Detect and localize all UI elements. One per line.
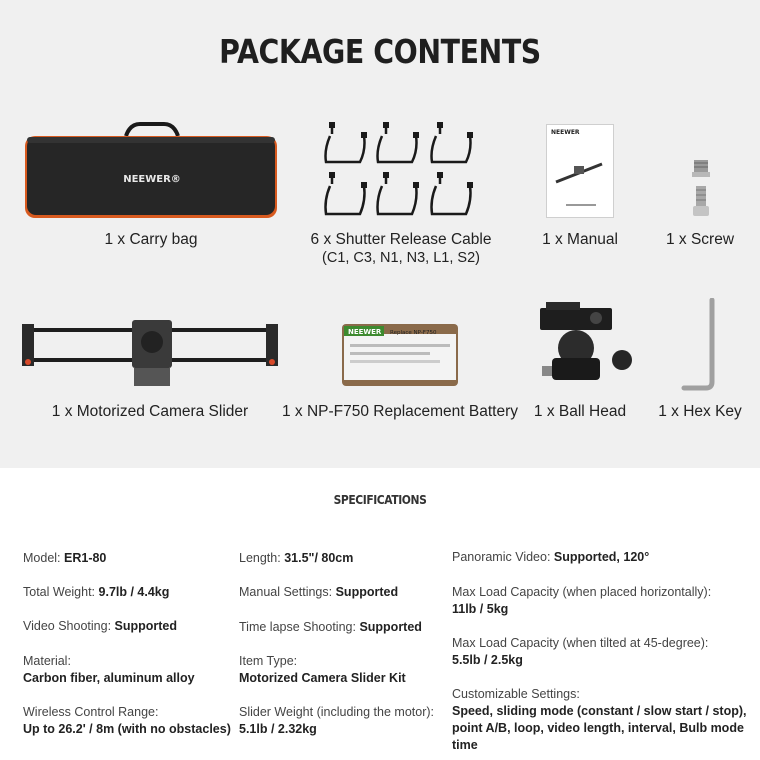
spec-model: Model: ER1-80: [23, 551, 107, 565]
spec-length: Length: 31.5"/ 80cm: [239, 551, 354, 565]
manual-caption: 1 x Manual: [542, 231, 618, 248]
battery-brand: NEEWER: [348, 328, 382, 336]
screw-caption: 1 x Screw: [665, 231, 735, 248]
carry-bag-caption: 1 x Carry bag: [104, 231, 198, 248]
manual-image: [546, 124, 614, 218]
battery-model: Replace NP-F750: [390, 330, 437, 336]
shutter-cables-image: [320, 120, 482, 222]
spec-panoramic-video: Panoramic Video: Supported, 120°: [452, 550, 650, 564]
package-contents-title: PACKAGE CONTENTS: [219, 32, 541, 71]
spec-load-horizontal: Max Load Capacity (when placed horizontally): 11lb / 5kg: [452, 585, 712, 616]
shutter-cable-caption-line1: 6 x Shutter Release Cable: [310, 231, 492, 248]
ball-head-caption: 1 x Ball Head: [533, 403, 627, 420]
motorized-slider-caption: 1 x Motorized Camera Slider: [51, 403, 249, 420]
carry-bag-image: [22, 122, 280, 222]
specifications-title: SPECIFICATIONS: [333, 492, 427, 507]
spec-time-lapse: Time lapse Shooting: Supported: [239, 620, 422, 634]
shutter-cable-caption-line2: (C1, C3, N1, N3, L1, S2): [322, 250, 480, 266]
spec-customizable-settings: Customizable Settings: Speed, sliding mode (constant / slow start / stop), point A/B, loop, video length, interval, Bulb mode time: [452, 687, 747, 752]
ball-head-image: [536, 300, 636, 390]
bag-logo: NEEWER®: [123, 174, 181, 185]
battery-image: [340, 322, 460, 388]
manual-logo: NEEWER: [551, 129, 580, 136]
screw-image: [686, 158, 716, 220]
spec-material: Material: Carbon fiber, aluminum alloy: [23, 654, 195, 685]
hex-key-image: [680, 298, 720, 392]
motorized-slider-image: [20, 316, 280, 388]
spec-slider-weight: Slider Weight (including the motor): 5.1lb / 2.32kg: [239, 705, 434, 736]
spec-wireless-range: Wireless Control Range: Up to 26.2' / 8m (with no obstacles): [23, 705, 231, 736]
battery-caption: 1 x NP-F750 Replacement Battery: [281, 403, 519, 420]
spec-video-shooting: Video Shooting: Supported: [23, 619, 178, 633]
hex-key-caption: 1 x Hex Key: [658, 403, 742, 420]
spec-total-weight: Total Weight: 9.7lb / 4.4kg: [23, 585, 170, 599]
shutter-cable-caption: [300, 231, 502, 267]
spec-item-type: Item Type: Motorized Camera Slider Kit: [239, 654, 406, 685]
spec-manual-settings: Manual Settings: Supported: [239, 585, 399, 599]
spec-load-tilted: Max Load Capacity (when tilted at 45-degree): 5.5lb / 2.5kg: [452, 636, 709, 667]
